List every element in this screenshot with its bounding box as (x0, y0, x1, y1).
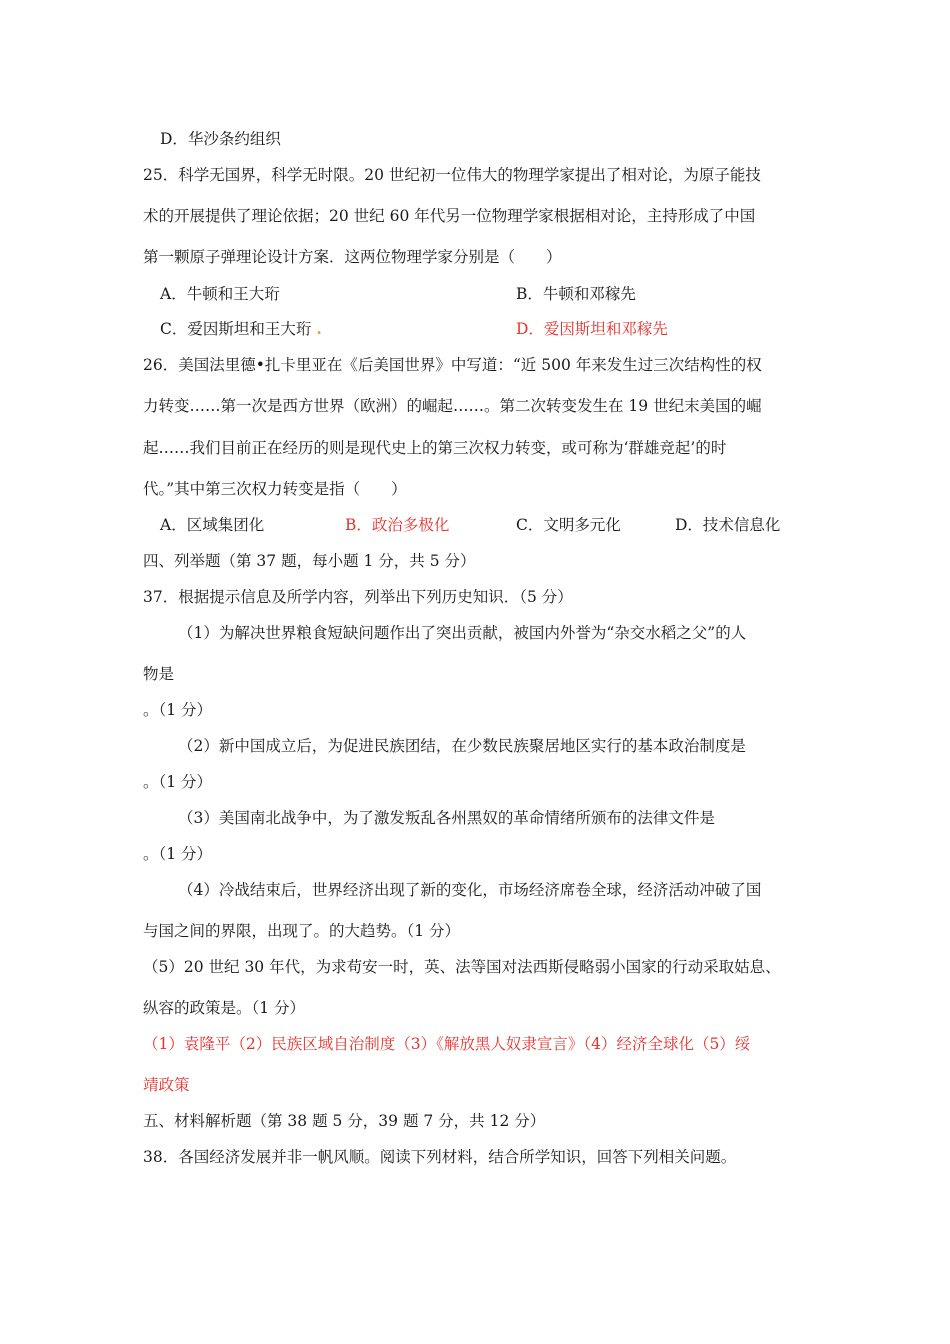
q26-stem-line3: 起……我们目前正在经历的则是现代史上的第三次权力转变，或可称为‘群雄竞起’的时 (143, 439, 727, 457)
q38-stem: 38．各国经济发展并非一帆风顺。阅读下列材料，结合所学知识，回答下列相关问题。 (143, 1148, 737, 1166)
q37-item4-line1: （4）冷战结束后，世界经济出现了新的变化，市场经济席卷全球，经济活动冲破了国 (178, 881, 762, 899)
q26-option-b-answer: B．政治多极化 (345, 516, 450, 534)
q25-option-b: B．牛顿和邓稼先 (516, 285, 636, 303)
q25-option-c-text: C．爱因斯坦和王大珩 (160, 320, 312, 338)
q25-option-a: A．牛顿和王大珩 (160, 285, 280, 303)
q26-option-d: D．技术信息化 (675, 516, 781, 534)
q37-item1-line3: 。（1 分） (143, 701, 213, 719)
q37-item1-line2: 物是 (143, 665, 175, 683)
q37-item2-line1: （2）新中国成立后，为促进民族团结，在少数民族聚居地区实行的基本政治制度是 (178, 737, 746, 755)
q26-stem-line2: 力转变……第一次是西方世界（欧洲）的崛起……。第二次转变发生在 19 世纪末美国的崛 (143, 397, 762, 415)
q25-option-c-mark: . (316, 319, 322, 338)
q25-option-c (160, 317, 322, 339)
q37-item5-line1: （5）20 世纪 30 年代，为求苟安一时，英、法等国对法西斯侵略弱小国家的行动采取姑息、 (143, 958, 781, 976)
q25-stem-line2: 术的开展提供了理论依据；20 世纪 60 年代另一位物理学家根据相对论，主持形成了中国 (143, 207, 756, 225)
section4-heading: 四、列举题（第 37 题，每小题 1 分，共 5 分） (143, 552, 476, 570)
q25-option-d-answer: D．爱因斯坦和邓稼先 (516, 320, 668, 338)
q37-item3-line1: （3）美国南北战争中，为了激发叛乱各州黑奴的革命情绪所颁布的法律文件是 (178, 809, 715, 827)
q26-option-c: C．文明多元化 (516, 516, 621, 534)
q37-item3-line2: 。（1 分） (143, 845, 213, 863)
section5-heading: 五、材料解析题（第 38 题 5 分，39 题 7 分，共 12 分） (143, 1112, 546, 1130)
q26-stem-line4: 代。”其中第三次权力转变是指（ ） (143, 480, 407, 498)
q26-stem-line1: 26．美国法里德•扎卡里亚在《后美国世界》中写道：“近 500 年来发生过三次结构性的权 (143, 356, 762, 374)
q37-item5-line2: 纵容的政策是。（1 分） (143, 999, 306, 1017)
q37-item1-line1: （1）为解决世界粮食短缺问题作出了突出贡献，被国内外誉为“杂交水稻之父”的人 (178, 624, 747, 642)
q26-option-a: A．区域集团化 (160, 516, 265, 534)
q37-item4-line2: 与国之间的界限，出现了。的大趋势。（1 分） (143, 922, 461, 940)
q37-item2-line2: 。（1 分） (143, 773, 213, 791)
q25-stem-line3: 第一颗原子弹理论设计方案．这两位物理学家分别是（ ） (143, 248, 562, 266)
q37-answer-line1: （1）袁隆平（2）民族区域自治制度（3）《解放黑人奴隶宣言》（4）经济全球化（5）绥 (143, 1035, 751, 1053)
q37-answer-line2: 靖政策 (143, 1076, 190, 1094)
q25-stem-line1: 25．科学无国界，科学无时限。20 世纪初一位伟大的物理学家提出了相对论，为原子能技 (143, 166, 761, 184)
q37-stem: 37．根据提示信息及所学内容，列举出下列历史知识．（5 分） (143, 588, 573, 606)
q24-option-d: D．华沙条约组织 (160, 130, 281, 148)
